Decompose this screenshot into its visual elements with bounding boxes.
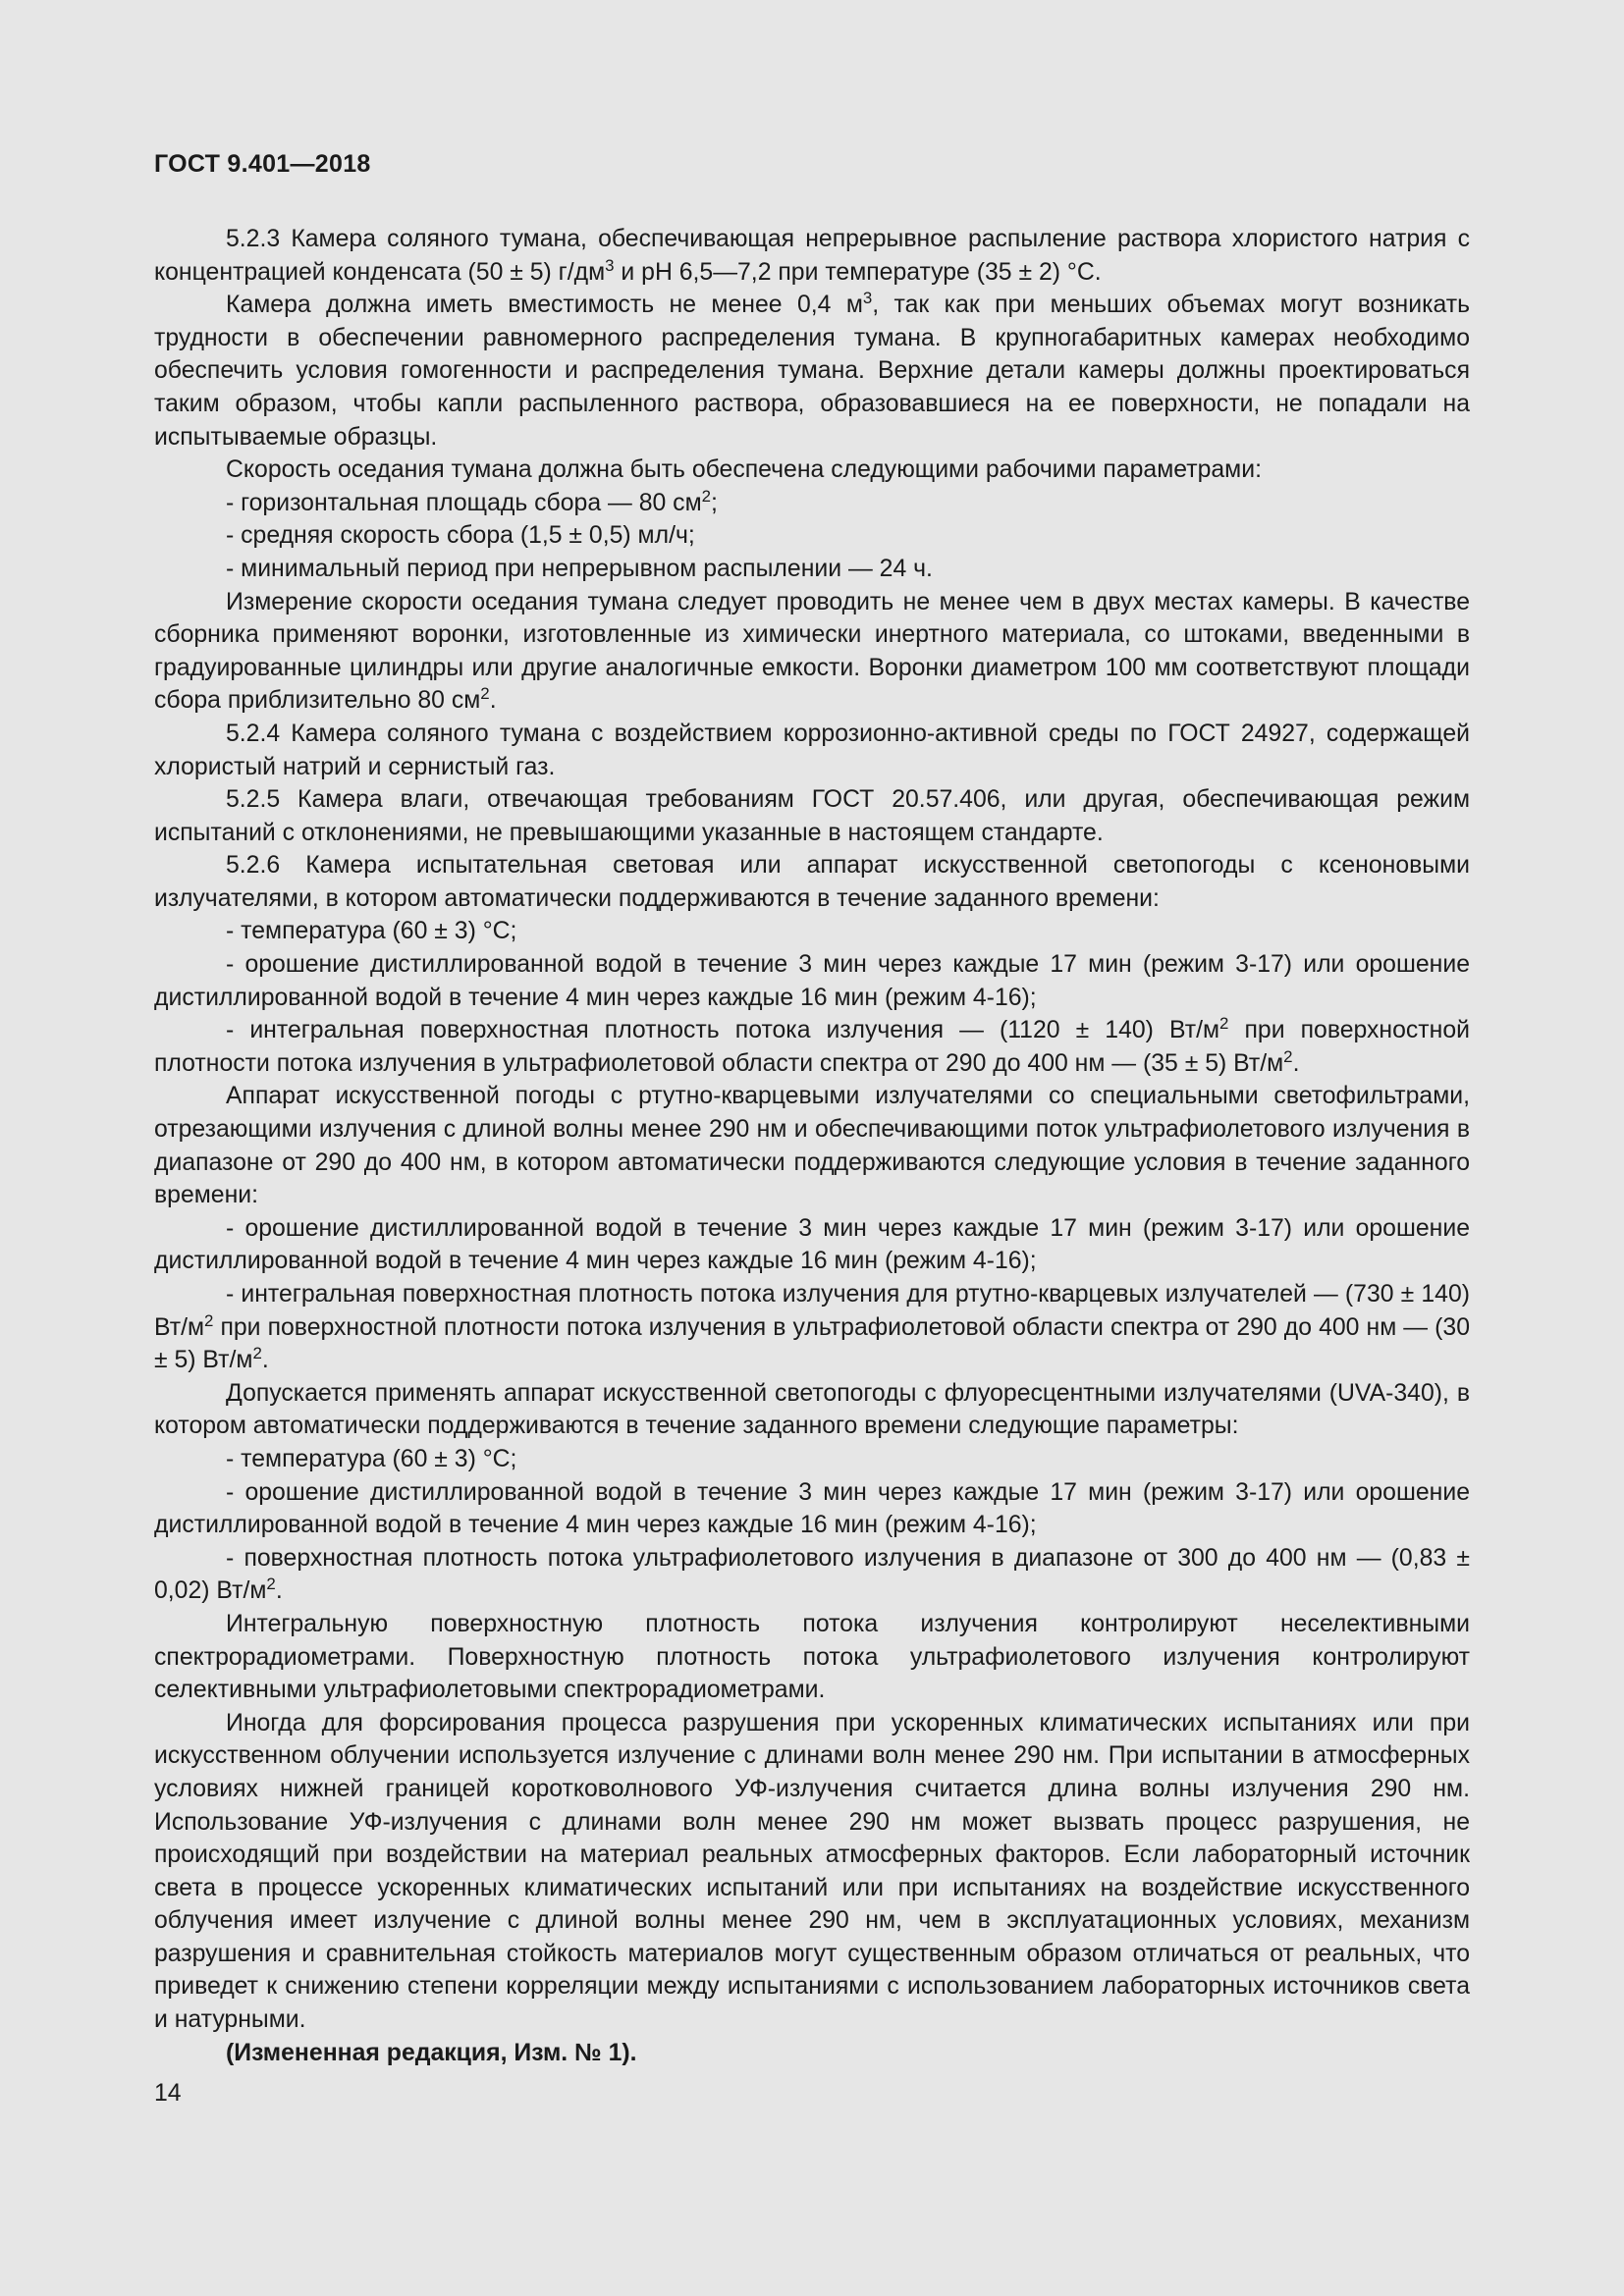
list-item: - интегральная поверхностная плотность потока излучения — (1120 ± 140) $Вт/м^2$ при поверхностной плотности потока излучения в ультрафиолетовой области спектра от 290 до 400 нм — (35 ± 5) $Вт/м^2$. [154, 1014, 1470, 1077]
paragraph: Скорость оседания тумана должна быть обеспечена следующими рабочими параметрами: [226, 456, 1262, 484]
document-body [154, 223, 1470, 2069]
document-header: ГОСТ 9.401—2018 [154, 150, 371, 178]
paragraph: Иногда для форсирования процесса разрушения при ускоренных климатических испытаниях или при искусственном облучении используется излучение с длинами волн менее 290 нм. При испытании в атмосферных условиях нижней границей коротковолнового УФ-излучения считается длина волны излучения 290 нм. Использование УФ-излучения с длинами волн менее 290 нм может вызвать процесс разрушения, не происходящий при воздействии на материал реальных атмосферных факторов. Если лабораторный источник света в процессе ускоренных климатических испытаний или при испытаниях на воздействие искусственного облучения имеет излучение с длиной волны менее 290 нм, чем в эксплуатационных условиях, механизм разрушения и сравнительная стойкость материалов могут существенным образом отличаться от реальных, что приведет к снижению степени корреляции между испытаниями с использованием лабораторных источников света и натурными. [154, 1709, 1470, 2034]
paragraph: 5.2.3 Камера соляного тумана, обеспечивающая непрерывное распыление раствора хлористого натрия с концентрацией конденсата (50 ± 5) $г/дм^3$ и pH 6,5—7,2 при температуре (35 ± 2) °С. [154, 226, 1470, 286]
list-item: - температура (60 ± 3) °С; [226, 1445, 517, 1472]
paragraph: 5.2.6 Камера испытательная световая или аппарат искусственной светопогоды с ксеноновыми излучателями, в котором автоматически поддерживаются в течение заданного времени: [154, 852, 1470, 912]
list-item: - интегральная поверхностная плотность потока излучения для ртутно-кварцевых излучателей — (730 ± 140) $Вт/м^2$ при поверхностной плотности потока излучения в ультрафиолетовой области спектра от 290 до 400 нм — (30 ± 5) $Вт/м^2$. [154, 1281, 1470, 1374]
list-item: - орошение дистиллированной водой в течение 3 мин через каждые 17 мин (режим 3-17) или орошение дистиллированной водой в течение 4 мин через каждые 16 мин (режим 4-16); [154, 1478, 1470, 1539]
list-item: - орошение дистиллированной водой в течение 3 мин через каждые 17 мин (режим 3-17) или орошение дистиллированной водой в течение 4 мин через каждые 16 мин (режим 4-16); [154, 951, 1470, 1011]
list-item: - температура (60 ± 3) °С; [226, 918, 517, 945]
list-item: - поверхностная плотность потока ультрафиолетового излучения в диапазоне от 300 до 400 нм — (0,83 ± 0,02) $Вт/м^2$. [154, 1544, 1470, 1605]
paragraph: Интегральную поверхностную плотность потока излучения контролируют неселективными спектрорадиометрами. Поверхностную плотность потока ультрафиолетового излучения контролируют селективными ультрафиолетовыми спектрорадиометрами. [154, 1610, 1470, 1704]
paragraph: Камера должна иметь вместимость не менее 0,4 $м^3$, так как при меньших объемах могут возникать трудности в обеспечении равномерного распределения тумана. В крупногабаритных камерах необходимо обеспечить условия гомогенности и распределения тумана. Верхние детали камеры должны проектироваться таким образом, чтобы капли распыленного раствора, образовавшиеся на ее поверхности, не попадали на испытываемые образцы. [154, 289, 1470, 451]
page-number: 14 [154, 2080, 182, 2107]
paragraph: Измерение скорости оседания тумана следует проводить не менее чем в двух местах камеры. В качестве сборника применяют воронки, изготовленные из химически инертного материала, со штоками, введенными в градуированные цилиндры или другие аналогичные емкости. Воронки диаметром 100 мм соответствуют площади сбора приблизительно 80 $см^2$. [154, 588, 1470, 715]
list-item: - средняя скорость сбора (1,5 ± 0,5) мл/ч; [226, 522, 695, 550]
paragraph: 5.2.5 Камера влаги, отвечающая требованиям ГОСТ 20.57.406, или другая, обеспечивающая режим испытаний с отклонениями, не превышающими указанные в настоящем стандарте. [154, 786, 1470, 846]
list-item: - орошение дистиллированной водой в течение 3 мин через каждые 17 мин (режим 3-17) или орошение дистиллированной водой в течение 4 мин через каждые 16 мин (режим 4-16); [154, 1214, 1470, 1275]
paragraph: Допускается применять аппарат искусственной светопогоды с флуоресцентными излучателями (UVA-340), в котором автоматически поддерживаются в течение заданного времени следующие параметры: [154, 1379, 1470, 1440]
list-item: - горизонтальная площадь сбора — 80 $см^2$; [226, 486, 718, 516]
list-item: - минимальный период при непрерывном распылении — 24 ч. [226, 555, 933, 582]
amendment-note: (Измененная редакция, Изм. № 1). [226, 2039, 637, 2066]
paragraph: 5.2.4 Камера соляного тумана с воздействием коррозионно-активной среды по ГОСТ 24927, содержащей хлористый натрий и сернистый газ. [154, 720, 1470, 780]
paragraph: Аппарат искусственной погоды с ртутно-кварцевыми излучателями со специальными светофильтрами, отрезающими излучения с длиной волны менее 290 нм и обеспечивающими поток ультрафиолетового излучения в диапазоне от 290 до 400 нм, в котором автоматически поддерживаются следующие условия в течение заданного времени: [154, 1083, 1470, 1209]
